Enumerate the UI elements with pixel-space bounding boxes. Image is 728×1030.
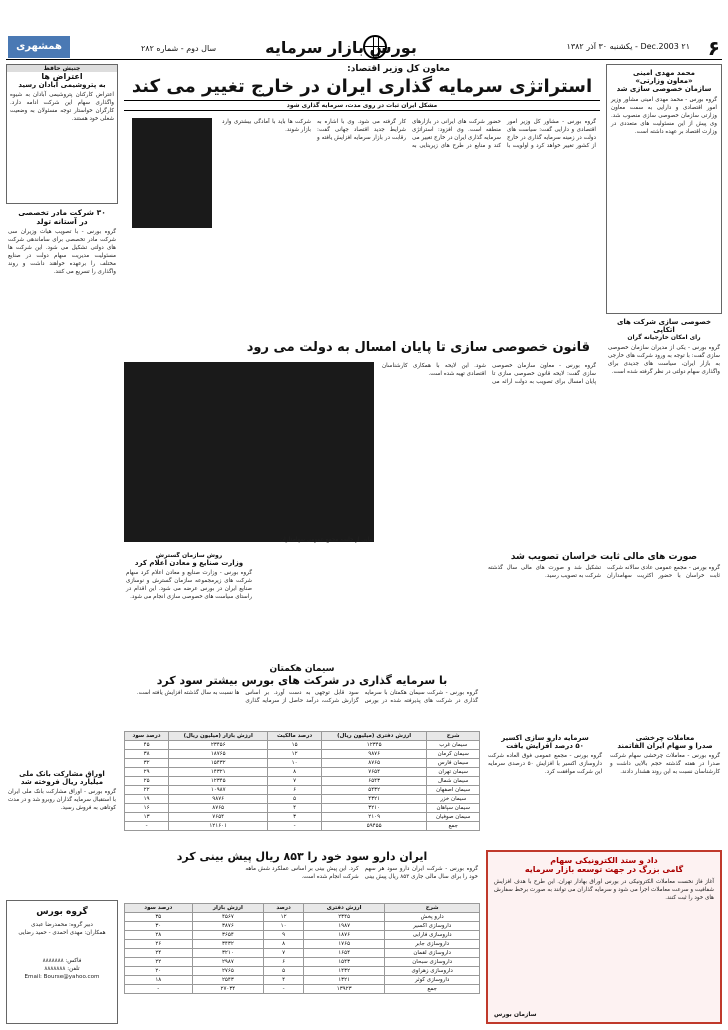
table-cell: جمع — [385, 985, 480, 994]
table-cell: ۶۵۴۳ — [321, 777, 426, 786]
left-story-3 — [6, 770, 118, 880]
photo-caption: نمایی از جلسه مجمع عمومی سهامداران — [280, 537, 374, 543]
circular-story — [608, 734, 722, 844]
left1-title: اعتراض ها — [41, 72, 83, 81]
lead-story — [124, 64, 600, 334]
minister-sub: روش سازمان گسترش — [155, 552, 223, 559]
pharma-title: ایران دارو سود خود را ۸۵۳ ریال پیش بینی کرد — [176, 850, 428, 863]
table-cell: سیمان شمال — [427, 777, 480, 786]
circular-title: صدرا و سهام ایران الفاتمند — [617, 742, 713, 750]
circular-kicker: معاملات چرخشی — [635, 734, 695, 742]
table-row — [125, 822, 480, 831]
lead-subtitle: مشکل ایران ثبات در روی مدت، سرمایه گذاری شود — [124, 100, 600, 111]
table-cell: ۳۴۳۲ — [192, 940, 264, 949]
table-cell: ۸ — [268, 768, 322, 777]
table-cell: ۷ — [264, 949, 304, 958]
minister-body: گروه بورس - وزارت صنایع و معادن اعلام کرد سهام شرکت های زیرمجموعه سازمان گسترش و نوسازی صنایع ایران در بورس عرضه می شود. این اقدام در راستای سیاست های خصوصی سازی انجام می شود. — [126, 570, 252, 600]
khorasan-body: گروه بورس - مجمع عمومی عادی سالانه شرکت ثابت خراسان با حضور اکثریت سهامداران تشکیل شد و صورت های مالی سال گذشته شرکت به تصویب رسید. — [488, 565, 720, 579]
table-cell: ۱۴۳۲ — [303, 967, 384, 976]
table-cell: ۱۸ — [125, 976, 193, 985]
table-cell: ۲۷۶۵ — [192, 967, 264, 976]
table-cell: ۹۸۷۶ — [321, 750, 426, 759]
newspaper-logo: همشهری — [8, 36, 70, 58]
exir-story — [486, 734, 604, 844]
table-header-row — [125, 732, 480, 741]
ad-body: آغاز فاز نخست معاملات الکترونیکی در بورس اوراق بهادار تهران. این طرح با هدف افزایش شفافیت و سرعت معاملات اجرا می شود و سرمایه گذاران می توانند به صورت برخط سفارش های خود را ثبت کنند. — [494, 879, 714, 901]
table-cell: ۱۲۱۶۰۱ — [169, 822, 268, 831]
right-story-body: گروه بورس - یکی از مدیران سازمان خصوصی سازی گفت: با توجه به ورود شرکت های خارجی به بازار ایران، سیاست های جدیدی برای واگذاری سهام دولتی در نظر گرفته شده است. — [608, 345, 720, 375]
table-cell: دارو پخش — [385, 913, 480, 922]
ad-title1: داد و ستد الکترونیکی سهام — [550, 856, 658, 865]
table-cell: ۴۳۲۱ — [321, 795, 426, 804]
left2-sub: در آستانه تولد — [36, 217, 88, 226]
table-cell: ۳۸ — [125, 750, 169, 759]
table-cell: ۲۲ — [125, 958, 193, 967]
staff-line: دبیر گروه: محمدرضا عبدی — [31, 922, 93, 928]
table-cell: سیمان خزر — [427, 795, 480, 804]
table-row — [125, 804, 480, 813]
right-story-sub: رای امکان خارجیانه گران — [627, 334, 701, 341]
left-story-2 — [6, 208, 118, 768]
table-cell: ۱۰۹۸۷ — [169, 786, 268, 795]
table-row — [125, 777, 480, 786]
table-cell: ۵ — [268, 795, 322, 804]
table-row — [125, 949, 480, 958]
table-cell: ۳۶۵۴ — [192, 931, 264, 940]
pharma-table — [124, 903, 480, 994]
table-header-row — [125, 904, 480, 913]
exir-title: سرمایه دارو سازی اکسیر — [501, 734, 589, 742]
table-cell: ۹ — [264, 931, 304, 940]
pharma-story — [124, 850, 480, 1026]
table-cell: - — [125, 985, 193, 994]
khorasan-title: صورت های مالی ثابت خراسان تصویب شد — [510, 552, 698, 562]
table-cell: ۲۰ — [125, 967, 193, 976]
table-cell: سیمان اصفهان — [427, 786, 480, 795]
table-row — [125, 759, 480, 768]
table-cell: داروسازی کوثر — [385, 976, 480, 985]
table-cell: داروسازی جابر — [385, 940, 480, 949]
staff-line: تلفن: ۸۸۸۸۸۸۸ — [44, 966, 80, 972]
meeting-photo — [124, 362, 374, 542]
table-header-cell: درصد — [264, 904, 304, 913]
table-cell: ۱۲ — [264, 913, 304, 922]
profile-role: «معاون وزارتی» — [635, 77, 693, 85]
table-cell: ۱۹ — [125, 795, 169, 804]
minister-story — [124, 552, 254, 660]
table-cell: ۳۵ — [125, 913, 193, 922]
exir-sub: ۵۰ درصد افزایش یافت — [506, 742, 584, 750]
table-cell: ۹۸۷۶ — [169, 795, 268, 804]
table-row — [125, 741, 480, 750]
table-cell: ۷ — [268, 777, 322, 786]
table-cell: داروسازی فارابی — [385, 931, 480, 940]
lead-title: استراتژی سرمایه گذاری ایران در خارج تغییر می کند — [131, 76, 593, 97]
table-cell: ۲۸ — [125, 931, 193, 940]
table-row — [125, 795, 480, 804]
table-row — [125, 976, 480, 985]
page-header — [6, 34, 722, 60]
ad-box — [486, 850, 722, 1024]
table-cell: ۸ — [264, 940, 304, 949]
table-cell: داروسازی اکسیر — [385, 922, 480, 931]
left-tag: جنبش حافظ — [7, 65, 117, 72]
table-cell: ۱۳۹۲۳ — [303, 985, 384, 994]
table-row — [125, 768, 480, 777]
table-header-cell: ارزش دفتری — [303, 904, 384, 913]
table-cell: سیمان تهران — [427, 768, 480, 777]
middle-title: قانون خصوصی سازی تا پایان امسال به دولت می رود — [246, 340, 590, 355]
right-story — [606, 318, 722, 553]
table-row — [125, 813, 480, 822]
cement-story — [124, 664, 480, 844]
table-cell: ۳۰ — [125, 922, 193, 931]
table-header-cell: شرح — [385, 904, 480, 913]
left2-title: ۳۰ شرکت مادر تخصصی — [18, 208, 106, 217]
profile-headline: سازمان خصوصی سازی شد — [616, 85, 712, 93]
table-cell: ۱۳۲۱ — [303, 976, 384, 985]
table-cell: ۴ — [268, 804, 322, 813]
table-cell: - — [268, 822, 322, 831]
table-cell: ۴۵ — [125, 741, 169, 750]
section-title: بورس بازار سرمایه — [265, 38, 417, 57]
cement-title: با سرمایه گذاری در شرکت های بورس بیشتر سود کرد — [156, 674, 448, 687]
table-cell: ۸۷۶۵ — [321, 759, 426, 768]
header-date: ۲۱ Dec.2003 - یکشنبه ۳۰ آذر ۱۳۸۲ — [566, 42, 690, 51]
table-row — [125, 922, 480, 931]
table-cell: ۱۵۴۳ — [303, 958, 384, 967]
table-cell: ۱۹۸۷ — [303, 922, 384, 931]
left1-body: اعتراض کارکنان پتروشیمی آبادان به شیوه واگذاری سهام این شرکت ادامه دارد. کارگران خواستار توجه مسئولان به وضعیت شغلی خود هستند. — [10, 92, 114, 122]
table-cell: ۱۶ — [125, 804, 169, 813]
table-cell: جمع — [427, 822, 480, 831]
table-cell: ۱۸۷۶۵ — [169, 750, 268, 759]
minister-title: وزارت صنایع و معادن اعلام کرد — [134, 559, 244, 567]
table-cell: ۷۶۵۴ — [321, 768, 426, 777]
khorasan-story — [486, 552, 722, 730]
globe-icon — [363, 35, 387, 59]
table-cell: ۱۶۵۴ — [303, 949, 384, 958]
table-header-cell: ارزش بازار — [192, 904, 264, 913]
table-cell: ۲۹۸۷ — [192, 958, 264, 967]
table-cell: ۱۰ — [264, 922, 304, 931]
issue-number: سال دوم - شماره ۲۸۲ — [141, 44, 217, 53]
table-cell: ۲۵۴۳ — [192, 976, 264, 985]
table-cell: سیمان سپاهان — [427, 804, 480, 813]
table-row — [125, 913, 480, 922]
table-cell: ۳ — [268, 813, 322, 822]
table-cell: ۳۲ — [125, 759, 169, 768]
left-box-1 — [6, 64, 118, 204]
table-cell: سیمان کرمان — [427, 750, 480, 759]
table-row — [125, 940, 480, 949]
table-cell: - — [264, 985, 304, 994]
table-cell: ۱۰ — [268, 759, 322, 768]
table-cell: ۶ — [264, 958, 304, 967]
table-cell: ۴۵۶۷ — [192, 913, 264, 922]
table-cell: ۸۷۶۵ — [169, 804, 268, 813]
table-cell: سیمان صوفیان — [427, 813, 480, 822]
table-cell: ۵۴۳۲ — [321, 786, 426, 795]
lead-kicker: معاون کل وزیر اقتصاد: — [347, 64, 450, 74]
left1-sub: به پتروشیمی آبادان رسید — [18, 81, 106, 89]
left3-body: گروه بورس - اوراق مشارکت بانک ملی ایران با استقبال سرمایه گذاران روبرو شد و در مدت کوتاهی به فروش رسید. — [8, 789, 116, 811]
table-cell: ۲۴ — [125, 949, 193, 958]
ad-footer: سازمان بورس — [494, 1011, 537, 1018]
table-cell: ۳۲۱۰ — [321, 804, 426, 813]
table-cell: ۱۷۶۵ — [303, 940, 384, 949]
table-cell: ۲۵ — [125, 777, 169, 786]
table-header-cell: درصد سود — [125, 732, 169, 741]
table-row — [125, 967, 480, 976]
table-cell: ۵۹۴۵۵ — [321, 822, 426, 831]
table-header-cell: ارزش دفتری (میلیون ریال) — [321, 732, 426, 741]
table-cell: ۲۲ — [125, 786, 169, 795]
table-cell: ۱۲۳۴۵ — [321, 741, 426, 750]
table-row — [125, 750, 480, 759]
table-cell: ۲۷۰۳۴ — [192, 985, 264, 994]
table-cell: ۱۲۳۴۵ — [169, 777, 268, 786]
table-cell: - — [125, 822, 169, 831]
table-cell: ۲۹ — [125, 768, 169, 777]
cement-body: گروه بورس - شرکت سیمان هکمتان با سرمایه گذاری در شرکت های پذیرفته شده در بورس سود قابل توجهی به دست آورد. بر اساس گزارش شرکت، درآمد حاصل از سرمایه گذاری ها نسبت به سال گذشته افزایش یافته است. — [136, 690, 478, 704]
left2-body: گروه بورس - با تصویب هیات وزیران سی شرکت مادر تخصصی برای ساماندهی شرکت های دولتی تشکیل می شود. این شرکت ها مسئولیت مدیریت سهام دولت در صنایع مختلف را برعهده خواهند داشت و روند واگذاری را تسریع می کنند. — [8, 229, 116, 275]
profile-box — [606, 64, 722, 314]
staff-title: گروه بورس — [36, 907, 88, 917]
table-row — [125, 786, 480, 795]
table-row — [125, 958, 480, 967]
exir-body: گروه بورس - مجمع عمومی فوق العاده شرکت داروسازی اکسیر با افزایش ۵۰ درصدی سرمایه این شرکت موافقت کرد. — [488, 753, 602, 775]
table-cell: ۲۳۴۵۶ — [169, 741, 268, 750]
profile-name: محمد مهدی امینی — [633, 69, 695, 77]
table-cell: داروسازی لقمان — [385, 949, 480, 958]
right-story-title: خصوصی سازی شرکت های اتکاپی — [616, 318, 712, 334]
table-cell: ۱۲ — [268, 750, 322, 759]
left3-title: اوراق مشارکت بانک ملی — [19, 770, 105, 778]
left3-sub: میلیارد ریال فروخته شد — [20, 778, 104, 786]
table-cell: ۲۱۰۹ — [321, 813, 426, 822]
table-cell: ۱۵ — [268, 741, 322, 750]
table-header-cell: درصد مالکیت — [268, 732, 322, 741]
cement-table — [124, 731, 480, 831]
table-cell: ۱۵۴۳۲ — [169, 759, 268, 768]
staff-box — [6, 900, 118, 1024]
table-cell: ۱۳ — [125, 813, 169, 822]
ad-title2: گامی بزرگ در جهت توسعه بازار سرمایه — [524, 865, 684, 874]
staff-line: همکاران: مهدی احمدی - حمید رضایی — [18, 930, 106, 936]
table-row — [125, 985, 480, 994]
circular-body: گروه بورس - معاملات چرخشی سهام شرکت صدرا در هفته گذشته حجم بالایی داشت و کارشناسان نسبت به این روند هشدار دادند. — [610, 753, 720, 775]
table-cell: ۱۸۷۶ — [303, 931, 384, 940]
table-cell: ۶ — [268, 786, 322, 795]
table-cell: سیمان فارس — [427, 759, 480, 768]
middle-body: گروه بورس - معاون سازمان خصوصی سازی گفت: لایحه قانون خصوصی سازی تا پایان امسال برای تصویب به دولت ارائه می شود. این لایحه با همکاری کارشناسان اقتصادی تهیه شده است. — [382, 363, 596, 385]
table-cell: ۵ — [264, 967, 304, 976]
table-cell: ۲۳۴۵ — [303, 913, 384, 922]
cement-kicker: سیمان هکمتان — [269, 664, 335, 674]
table-cell: ۴ — [264, 976, 304, 985]
table-cell: ۱۴۳۲۱ — [169, 768, 268, 777]
middle-story — [124, 340, 600, 550]
lead-portrait — [132, 118, 212, 228]
table-cell: ۳۸۷۶ — [192, 922, 264, 931]
table-header-cell: شرح — [427, 732, 480, 741]
staff-email: Email: Bourse@yahoo.com — [24, 974, 100, 980]
table-cell: داروسازی زهراوی — [385, 967, 480, 976]
pharma-body: گروه بورس - شرکت ایران دارو سود هر سهم خود را برای سال مالی جاری ۸۵۳ ریال پیش بینی کرد. این پیش بینی بر اساس عملکرد شش ماهه شرکت انجام شده است. — [245, 866, 478, 880]
profile-body: گروه بورس - محمد مهدی امینی مشاور وزیر امور اقتصادی و دارایی به سمت معاون وزارتی سازمان خصوصی سازی منصوب شد. وی پیش از این مسئولیت های متعددی در وزارت اقتصاد بر عهده داشته است. — [611, 97, 717, 135]
table-cell: ۲۶ — [125, 940, 193, 949]
staff-line: فاکس: ۸۸۸۸۸۸۸ — [42, 958, 82, 964]
page-number: ۶ — [707, 36, 720, 60]
table-cell: سیمان غرب — [427, 741, 480, 750]
table-header-cell: درصد سود — [125, 904, 193, 913]
table-cell: ۳۲۱۰ — [192, 949, 264, 958]
table-cell: ۷۶۵۴ — [169, 813, 268, 822]
table-header-cell: ارزش بازار (میلیون ریال) — [169, 732, 268, 741]
lead-body: گروه بورس - مشاور کل وزیر امور اقتصادی و دارایی گفت: سیاست های دولت در زمینه سرمایه گذاری در خارج از کشور تغییر خواهد کرد و اولویت با حضور شرکت های ایرانی در بازارهای منطقه است. وی افزود: استراتژی سرمایه گذاری ایران در خارج تغییر می کند و منابع در طرح های زیربنایی به کار گرفته می شود. وی با اشاره به شرایط جدید اقتصاد جهانی گفت: رقابت در بازار سرمایه افزایش یافته و شرکت ها باید با آمادگی بیشتری وارد بازار شوند. — [222, 119, 596, 149]
table-cell: داروسازی سبحان — [385, 958, 480, 967]
table-row — [125, 931, 480, 940]
